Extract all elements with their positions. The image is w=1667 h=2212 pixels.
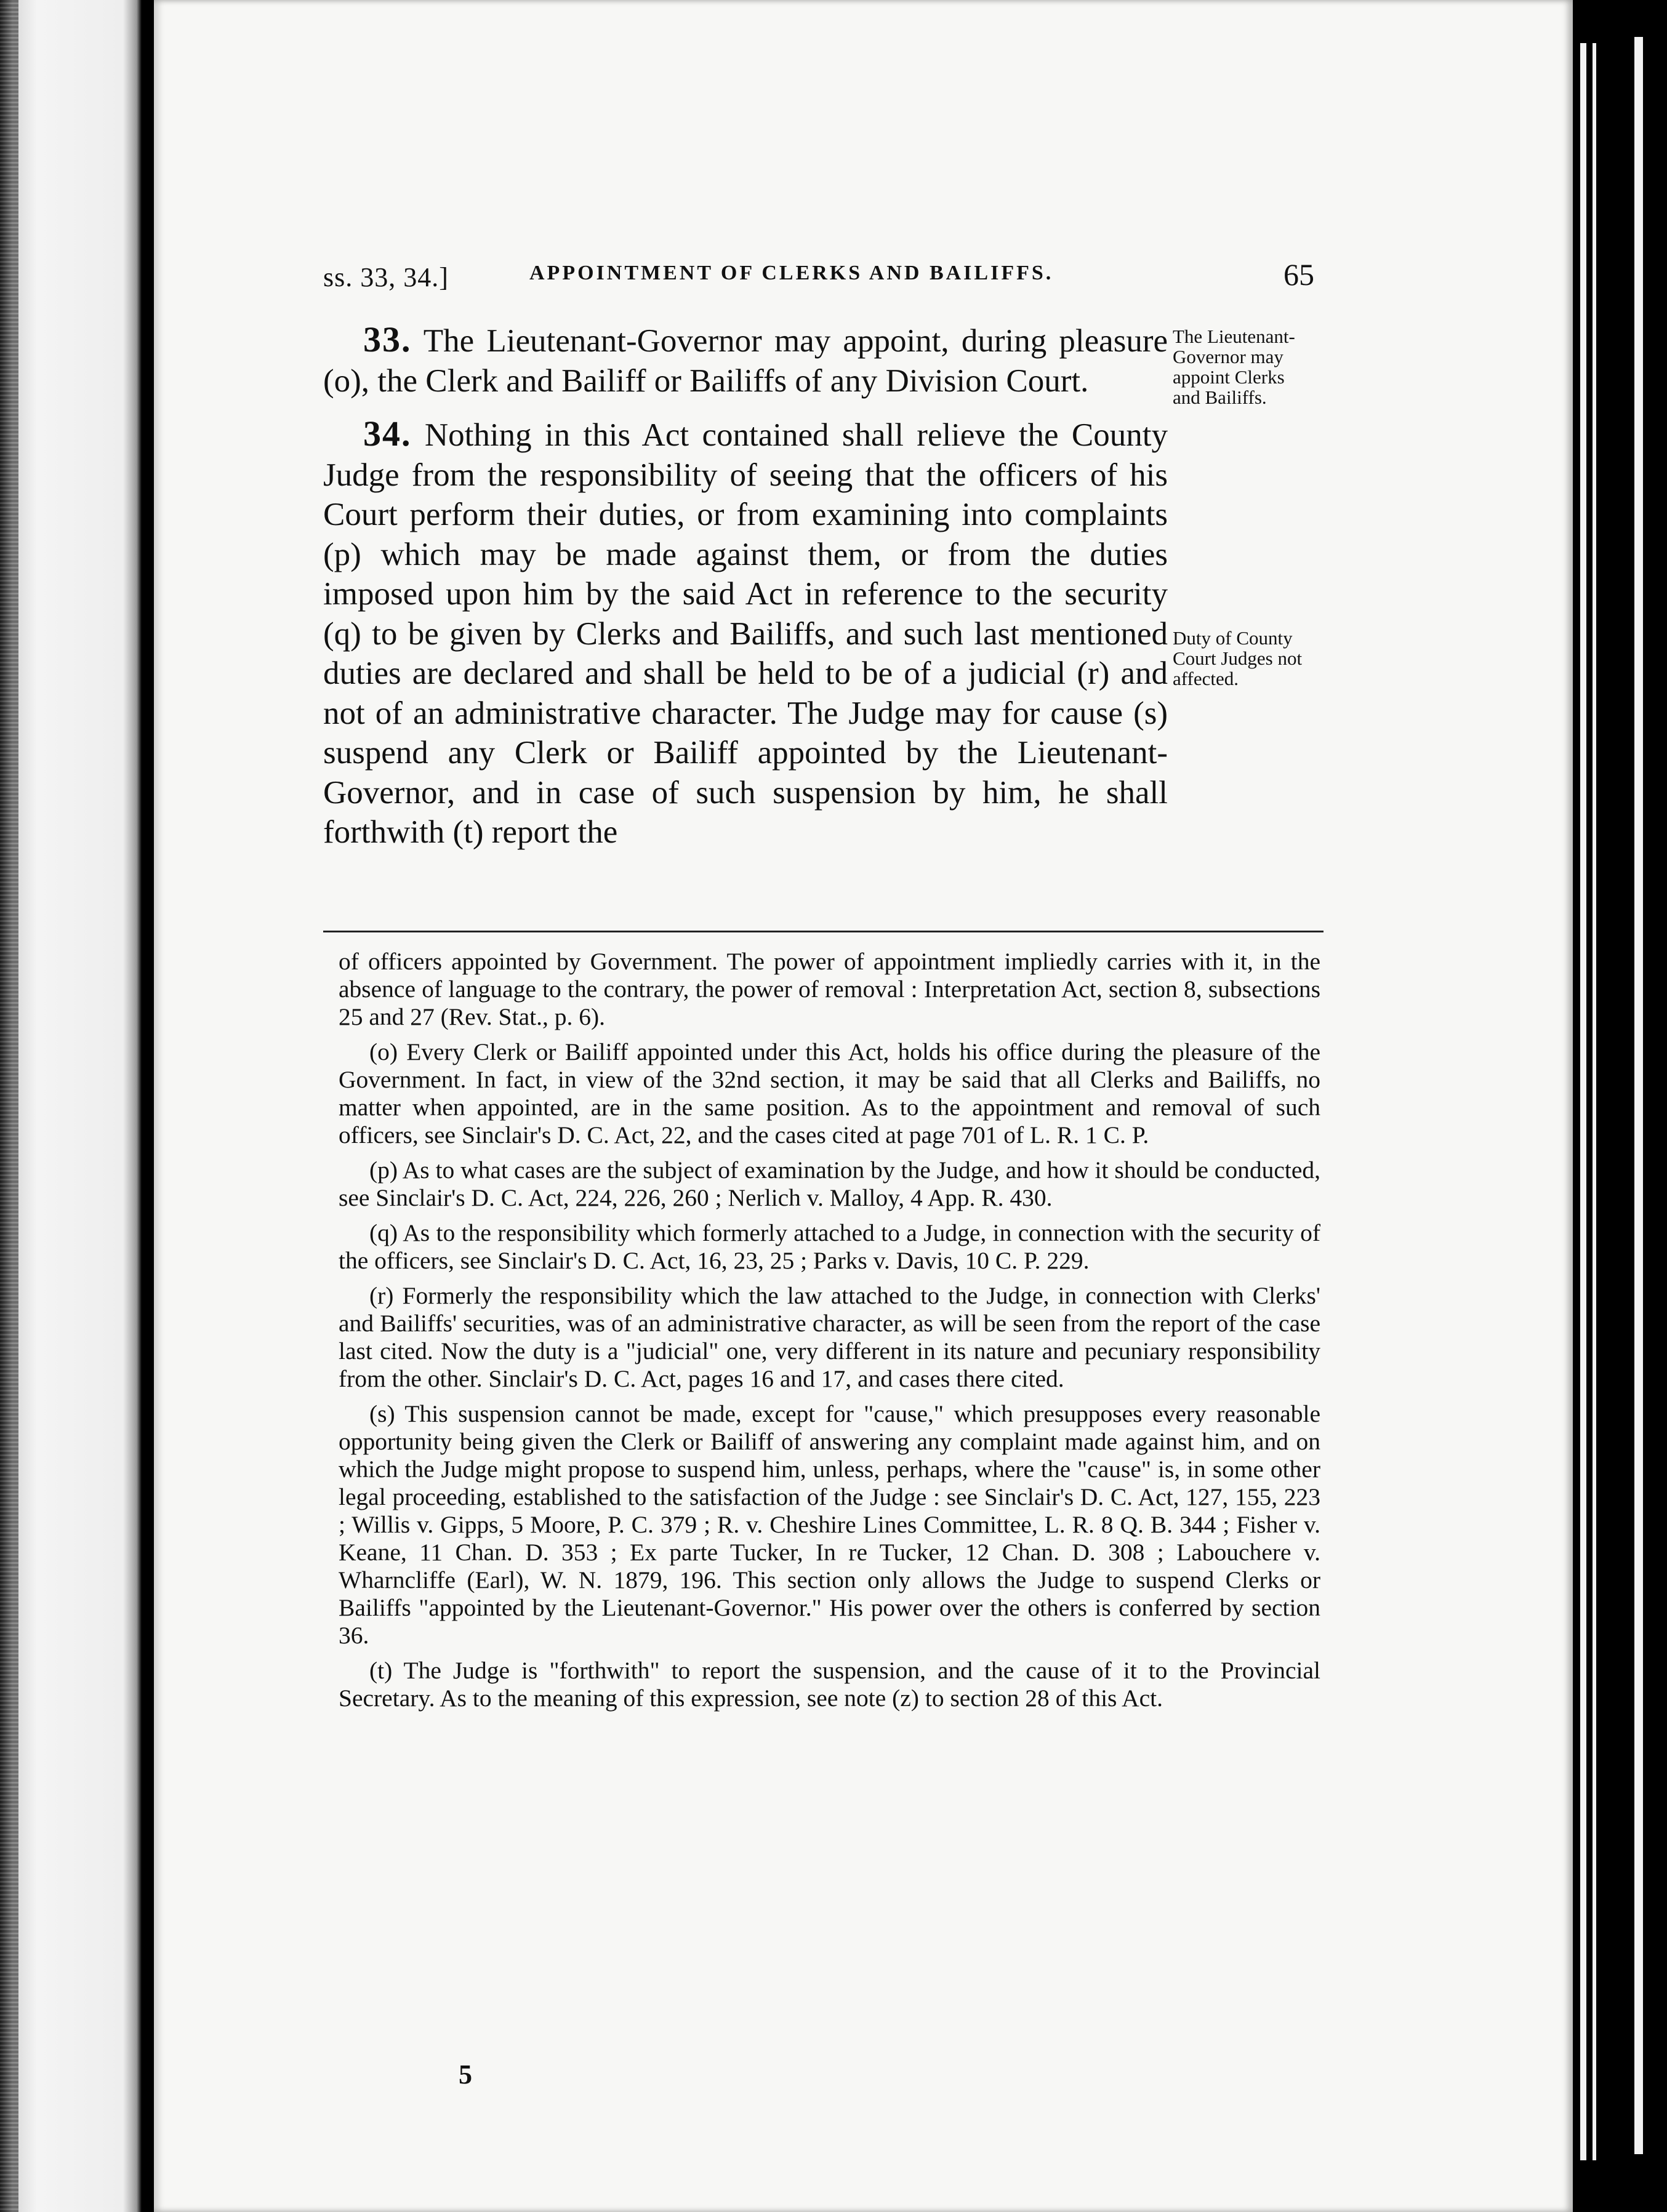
footnote-p: (p) As to what cases are the subject of examination by the Judge, and how it should be conducted, see Sinclair's D. C. Act, 224, 226, 260 ; Nerlich v. Malloy, 4 App. R. 430. xyxy=(339,1156,1320,1211)
section-text: Nothing in this Act contained shall relieve the County Judge from the responsibility of seeing that the officers of his Court perform their duties, or from examining into complaints (p) which may be made against them, or from the duties imposed upon him by the said Act in reference to the security (q) to be given by Clerks and Bailiffs, and such last mentioned duties are declared and shall be held to be of a judicial (r) and not of an administrative character. The Judge may for cause (s) suspend any Clerk or Bailiff appointed by the Lieutenant-Governor, and in case of such suspension by him, he shall forthwith (t) report the xyxy=(323,417,1168,850)
running-header xyxy=(323,257,1314,305)
margin-note-appointment: The Lieutenant-Governor may appoint Clerks and Bailiffs. xyxy=(1173,326,1295,408)
footnote-q: (q) As to the responsibility which formerly attached to a Judge, in connection with the security of the officers, see Sinclair's D. C. Act, 16, 23, 25 ; Parks v. Davis, 10 C. P. 229. xyxy=(339,1219,1320,1274)
footnote-rule xyxy=(323,931,1324,932)
statute-text xyxy=(323,320,1168,852)
section-number: 34. xyxy=(363,414,412,454)
footnote-continuation: of officers appointed by Government. The power of appointment impliedly carries with it, in the absence of language to the contrary, the power of removal : Interpretation Act, section 8, subsections 25 and 27 (Rev. Stat., p. 6). xyxy=(339,948,1320,1030)
footnotes xyxy=(339,948,1320,1720)
running-title: APPOINTMENT OF CLERKS AND BAILIFFS. xyxy=(529,262,1054,284)
page-stack-edge xyxy=(1573,0,1667,2212)
section-reference: ss. 33, 34.] xyxy=(323,262,449,292)
footnote-o: (o) Every Clerk or Bailiff appointed under this Act, holds his office during the pleasure of the Government. In fact, in view of the 32nd section, it may be said that all Clerks and Bailiffs, no matter when appointed, are in the same position. As to the appointment and removal of such officers, see Sinclair's D. C. Act, 22, and the cases cited at page 701 of L. R. 1 C. P. xyxy=(339,1038,1320,1148)
footnote-r: (r) Formerly the responsibility which the law attached to the Judge, in connection with Clerks' and Bailiffs' securities, was of an administrative character, as will be seen from the report of the case last cited. Now the duty is a "judicial" one, very different in its nature and pecuniary responsibility from the other. Sinclair's D. C. Act, pages 16 and 17, and cases there cited. xyxy=(339,1282,1320,1392)
section-number: 33. xyxy=(363,319,412,359)
page-number: 65 xyxy=(1283,257,1314,292)
section-34 xyxy=(323,414,1168,852)
signature-mark: 5 xyxy=(459,2059,472,2090)
margin-note-duty: Duty of County Court Judges not affected. xyxy=(1173,627,1303,689)
footnote-s: (s) This suspension cannot be made, except for "cause," which presupposes every reasonable opportunity being given the Clerk or Bailiff of answering any complaint made against him, and on which the Judge might propose to suspend him, unless, perhaps, where the "cause" is, in some other legal proceeding, established to the satisfaction of the Judge : see Sinclair's D. C. Act, 127, 155, 223 ; Willis v. Gipps, 5 Moore, P. C. 379 ; R. v. Cheshire Lines Committee, L. R. 8 Q. B. 344 ; Fisher v. Keane, 11 Chan. D. 353 ; Ex parte Tucker, In re Tucker, 12 Chan. D. 308 ; Labouchere v. Wharncliffe (Earl), W. N. 1879, 196. This section only allows the Judge to suspend Clerks or Bailiffs "appointed by the Lieutenant-Governor." His power over the others is conferred by section 36. xyxy=(339,1400,1320,1649)
section-text: The Lieutenant-Governor may appoint, during pleasure (o), the Clerk and Bailiff or Bailiffs of any Division Court. xyxy=(323,323,1168,399)
facing-page-edge xyxy=(0,0,142,2212)
footnote-t: (t) The Judge is "forthwith" to report the suspension, and the cause of it to the Provincial Secretary. As to the meaning of this expression, see note (z) to section 28 of this Act. xyxy=(339,1657,1320,1712)
section-33 xyxy=(323,320,1168,401)
